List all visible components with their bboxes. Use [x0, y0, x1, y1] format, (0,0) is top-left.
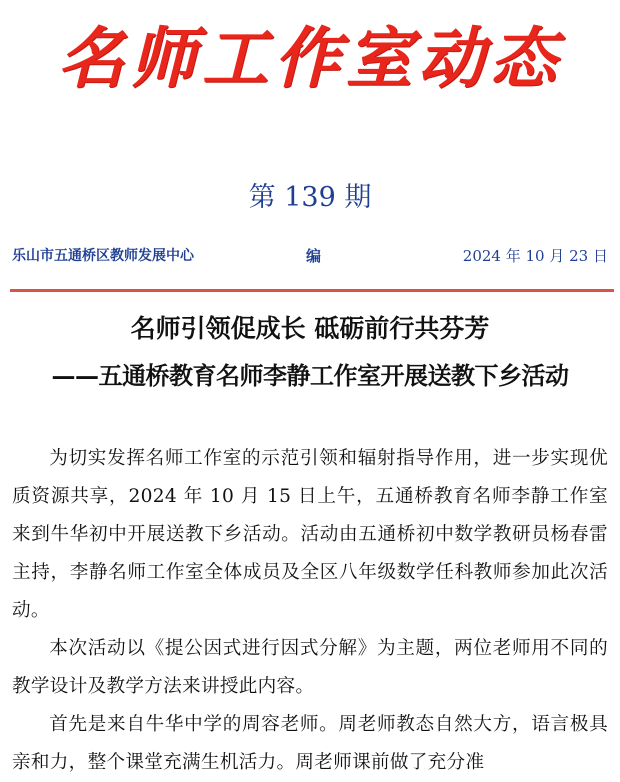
- paragraph: 本次活动以《提公因式进行因式分解》为主题，两位老师用不同的教学设计及教学方法来讲授此内容。: [12, 638, 608, 697]
- paragraph: 首先是来自牛华中学的周容老师。周老师教态自然大方，语言极具亲和力，整个课堂充满生机活力。周老师课前做了充分准: [12, 714, 608, 773]
- article-title: 名师引领促成长 砥砺前行共芬芳: [130, 314, 490, 343]
- publish-date: 2024 年 10 月 23 日: [462, 247, 608, 265]
- editor-label: 编: [306, 247, 322, 265]
- header-divider: [10, 289, 614, 292]
- publisher-org: 乐山市五通桥区教师发展中心: [12, 248, 194, 264]
- article-subtitle: ——五通桥教育名师李静工作室开展送教下乡活动: [51, 361, 569, 390]
- article-body: [12, 440, 608, 782]
- masthead-title: 名师工作室动态: [58, 20, 562, 97]
- issue-number: 第 139 期: [248, 182, 372, 213]
- paragraph: 为切实发挥名师工作室的示范引领和辐射指导作用，进一步实现优质资源共享，2024 年 10 月 15 日上午，五通桥教育名师李静工作室来到牛华初中开展送教下乡活动。活动由五通桥初中数学教研员杨春雷主持，李静名师工作室全体成员及全区八年级数学任科教师参加此次活动。: [12, 448, 608, 621]
